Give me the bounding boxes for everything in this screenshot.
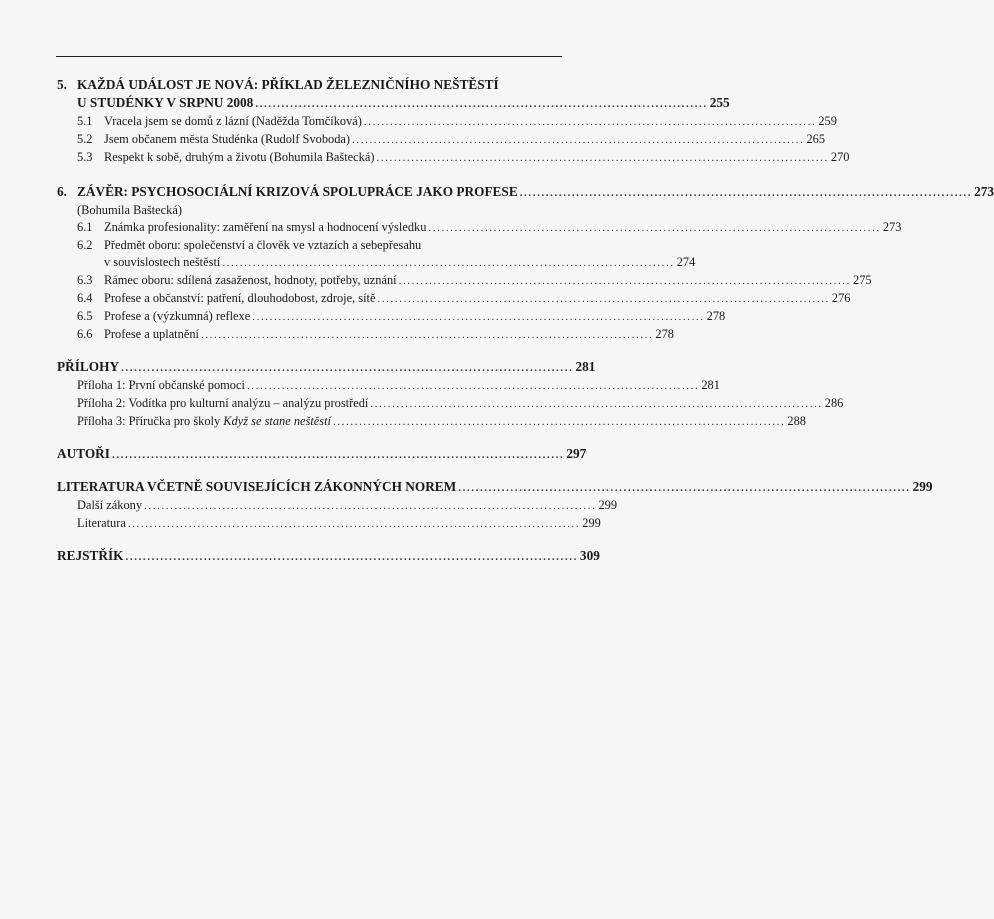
page-number: 286 <box>824 396 844 410</box>
section-title: Profese a uplatnění <box>104 327 199 341</box>
leader-dots: ........................................................................................................ <box>377 293 830 305</box>
page-number: 270 <box>830 150 850 164</box>
section-title: Respekt k sobě, druhým a životu (Bohumila Baštecká) <box>104 150 375 164</box>
toc-entry-5-1 <box>57 113 837 131</box>
page-number: 273 <box>882 220 902 234</box>
table-of-contents <box>57 76 994 566</box>
page-number: 259 <box>818 114 837 128</box>
section-title: Předmět oboru: společenství a člověk ve vztazích a sebepřesahu <box>104 238 422 252</box>
page-number: 274 <box>676 255 696 269</box>
top-rule <box>56 56 562 57</box>
leader-dots: ........................................................................................................ <box>252 311 705 323</box>
leader-dots: ........................................................................................................ <box>370 398 823 410</box>
leader-dots: ........................................................................................................ <box>519 187 973 199</box>
leader-dots: ........................................................................................................ <box>125 551 578 563</box>
autori-heading <box>57 445 587 464</box>
appendix-title: Příloha 2: Vodítka pro kulturní analýzu – analýzu prostředí <box>77 396 369 410</box>
section-title-continued: v souvislostech neštěstí <box>104 255 221 269</box>
page-number: 299 <box>582 516 601 530</box>
page-number: 278 <box>655 327 674 341</box>
subsection-title: Další zákony <box>77 498 143 512</box>
toc-entry-6-1 <box>57 219 902 237</box>
section-number: 5.2 <box>77 132 93 146</box>
leader-dots: ........................................................................................................ <box>200 329 654 341</box>
toc-entry-priloha-2 <box>57 395 844 413</box>
chapter-number: 6. <box>57 184 67 199</box>
section-title: Rámec oboru: sdílená zasaženost, hodnoty, potřeby, uznání <box>104 273 397 287</box>
toc-entry-6-3 <box>57 272 872 290</box>
appendix-title-italic: Když se stane neštěstí <box>223 414 331 428</box>
toc-entry-6-2 <box>57 237 562 254</box>
toc-entry-dalsi-zakony <box>57 497 618 515</box>
toc-entry-priloha-1 <box>57 377 720 395</box>
section-title: Vracela jsem se domů z lázní (Naděžda Tomčíková) <box>104 114 362 128</box>
chapter-title-line1: KAŽDÁ UDÁLOST JE NOVÁ: PŘÍKLAD ŽELEZNIČNÍHO NEŠTĚSTÍ <box>77 77 499 92</box>
toc-entry-priloha-3 <box>57 413 806 431</box>
page-number: 265 <box>806 132 826 146</box>
toc-entry-6-6 <box>57 326 674 344</box>
leader-dots: ........................................................................................................ <box>121 362 574 374</box>
page-number: 297 <box>566 446 587 461</box>
section-heading: AUTOŘI <box>57 446 110 461</box>
section-number: 5.1 <box>77 114 93 128</box>
leader-dots: ........................................................................................................ <box>352 134 805 146</box>
page-number: 288 <box>787 414 806 428</box>
leader-dots: ........................................................................................................ <box>458 482 911 494</box>
leader-dots: ........................................................................................................ <box>255 98 708 110</box>
chapter-number: 5. <box>57 77 67 92</box>
section-number: 6.4 <box>77 291 93 305</box>
section-number: 6.3 <box>77 273 93 287</box>
section-number: 6.5 <box>77 309 93 323</box>
toc-entry-5-3 <box>57 149 850 167</box>
page-number: 299 <box>598 498 618 512</box>
section-number: 6.1 <box>77 220 93 234</box>
chapter-author: (Bohumila Baštecká) <box>77 203 182 217</box>
leader-dots: ........................................................................................................ <box>222 257 675 269</box>
page-number: 299 <box>912 479 933 494</box>
leader-dots: ........................................................................................................ <box>144 500 597 512</box>
section-title: Profese a občanství: patření, dlouhodobost, zdroje, sítě <box>104 291 376 305</box>
leader-dots: ........................................................................................................ <box>398 275 851 287</box>
chapter-5-heading <box>57 76 562 94</box>
subsection-title: Literatura <box>77 516 126 530</box>
page-number: 309 <box>579 548 600 563</box>
leader-dots: ........................................................................................................ <box>376 152 829 164</box>
page-number: 281 <box>575 359 596 374</box>
appendix-title: Příloha 3: Příručka pro školy <box>77 414 224 428</box>
toc-entry-literatura <box>57 515 601 533</box>
page-number: 273 <box>974 184 994 199</box>
page-number: 255 <box>709 95 730 110</box>
page-number: 281 <box>701 378 720 392</box>
section-heading: PŘÍLOHY <box>57 359 120 374</box>
chapter-5-heading-line2 <box>57 94 730 113</box>
chapter-6-heading <box>57 183 994 202</box>
prilohy-heading <box>57 358 596 377</box>
section-title: Profese a (výzkumná) reflexe <box>104 309 251 323</box>
toc-entry-6-5 <box>57 308 726 326</box>
chapter-title-line2: U STUDÉNKY V SRPNU 2008 <box>77 95 254 110</box>
toc-entry-6-2-cont <box>57 254 696 272</box>
section-number: 6.6 <box>77 327 93 341</box>
section-title: Jsem občanem města Studénka (Rudolf Svoboda) <box>104 132 351 146</box>
page-number: 275 <box>853 273 872 287</box>
toc-entry-5-2 <box>57 131 826 149</box>
leader-dots: ........................................................................................................ <box>111 449 565 461</box>
section-heading: REJSTŘÍK <box>57 548 124 563</box>
page-number: 278 <box>706 309 726 323</box>
toc-entry-6-4 <box>57 290 851 308</box>
page-number: 276 <box>831 291 851 305</box>
section-number: 5.3 <box>77 150 93 164</box>
leader-dots: ........................................................................................................ <box>127 518 581 530</box>
leader-dots: ........................................................................................................ <box>246 380 700 392</box>
leader-dots: ........................................................................................................ <box>363 116 817 128</box>
section-heading: LITERATURA VČETNĚ SOUVISEJÍCÍCH ZÁKONNÝCH NOREM <box>57 479 457 494</box>
appendix-title: Příloha 1: První občanské pomoci <box>77 378 245 392</box>
leader-dots: ........................................................................................................ <box>332 416 786 428</box>
rejstrik-heading <box>57 547 600 566</box>
literatura-heading <box>57 478 933 497</box>
section-number: 6.2 <box>77 238 93 252</box>
leader-dots: ........................................................................................................ <box>428 222 881 234</box>
section-title: Známka profesionality: zaměření na smysl a hodnocení výsledku <box>104 220 427 234</box>
chapter-title: ZÁVĚR: PSYCHOSOCIÁLNÍ KRIZOVÁ SPOLUPRÁCE JAKO PROFESE <box>77 184 518 199</box>
